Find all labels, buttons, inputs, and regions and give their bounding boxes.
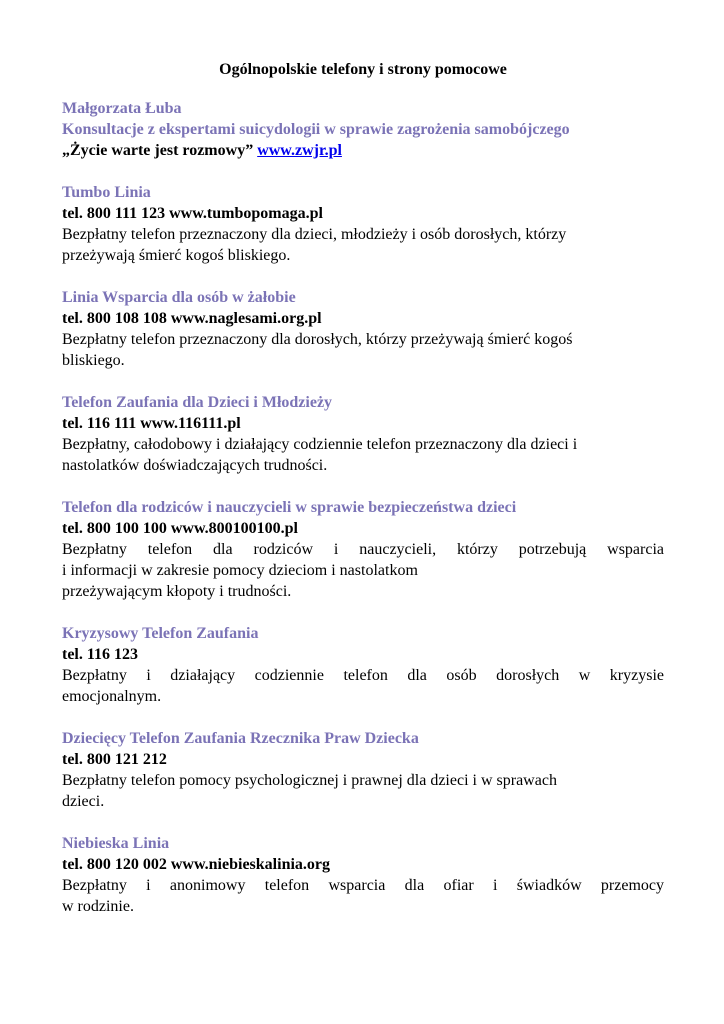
entry-desc-line: w rodzinie. [62, 898, 134, 915]
entry-contact: tel. 116 123 [62, 646, 138, 663]
entry-name: Dziecięcy Telefon Zaufania Rzecznika Praw Dziecka [62, 730, 419, 747]
campaign-link[interactable]: www.zwjr.pl [257, 142, 342, 159]
entry-desc-line: i informacji w zakresie pomocy dzieciom i nastolatkom [62, 562, 418, 579]
intro-author: Małgorzata Łuba [62, 100, 182, 117]
entry-contact: tel. 800 121 212 [62, 751, 167, 768]
entry-name: Telefon Zaufania dla Dzieci i Młodzieży [62, 394, 333, 411]
entry-kryzysowy-telefon [62, 623, 664, 707]
entry-desc-line: Bezpłatny, całodobowy i działający codziennie telefon przeznaczony dla dzieci i [62, 436, 578, 453]
intro-block [62, 98, 664, 161]
entry-name: Niebieska Linia [62, 835, 170, 852]
entry-contact: tel. 800 111 123 www.tumbopomaga.pl [62, 205, 323, 222]
entry-desc-line: przeżywającym kłopoty i trudności. [62, 583, 292, 600]
entry-desc-line: Bezpłatny i działający codziennie telefon dla osób dorosłych w kryzysie [62, 667, 664, 684]
entry-linia-wsparcia [62, 287, 664, 371]
entry-desc-line: dzieci. [62, 793, 105, 810]
intro-campaign: „Życie warte jest rozmowy” [62, 142, 258, 159]
intro-subtitle: Konsultacje z ekspertami suicydologii w sprawie zagrożenia samobójczego [62, 121, 570, 138]
entry-desc-line: emocjonalnym. [62, 688, 162, 705]
entry-desc-line: przeżywają śmierć kogoś bliskiego. [62, 247, 291, 264]
entry-desc-line: Bezpłatny telefon dla rodziców i nauczycieli, którzy potrzebują wsparcia [62, 541, 664, 558]
entry-contact: tel. 800 108 108 www.naglesami.org.pl [62, 310, 322, 327]
entry-desc-line: Bezpłatny i anonimowy telefon wsparcia dla ofiar i świadków przemocy [62, 877, 664, 894]
entry-contact: tel. 800 100 100 www.800100100.pl [62, 520, 298, 537]
intro-campaign-line [62, 140, 664, 161]
entry-desc-line: Bezpłatny telefon przeznaczony dla dorosłych, którzy przeżywają śmierć kogoś [62, 331, 573, 348]
entry-name: Linia Wsparcia dla osób w żałobie [62, 289, 296, 306]
entry-desc-line: Bezpłatny telefon pomocy psychologicznej i prawnej dla dzieci i w sprawach [62, 772, 557, 789]
entry-telefon-rodzicow [62, 497, 664, 602]
document-page [62, 60, 664, 917]
page-title: Ogólnopolskie telefony i strony pomocowe [219, 61, 507, 78]
entry-niebieska-linia [62, 833, 664, 917]
entry-desc-line: bliskiego. [62, 352, 125, 369]
entry-desc-line: nastolatków doświadczających trudności. [62, 457, 328, 474]
entry-name: Kryzysowy Telefon Zaufania [62, 625, 259, 642]
entry-dzieciecy-telefon [62, 728, 664, 812]
entry-name: Tumbo Linia [62, 184, 151, 201]
entry-name: Telefon dla rodziców i nauczycieli w sprawie bezpieczeństwa dzieci [62, 499, 517, 516]
entry-telefon-zaufania-dzieci [62, 392, 664, 476]
entry-contact: tel. 116 111 www.116111.pl [62, 415, 241, 432]
entry-tumbo-linia [62, 182, 664, 266]
entry-desc-line: Bezpłatny telefon przeznaczony dla dzieci, młodzieży i osób dorosłych, którzy [62, 226, 567, 243]
entry-contact: tel. 800 120 002 www.niebieskalinia.org [62, 856, 331, 873]
